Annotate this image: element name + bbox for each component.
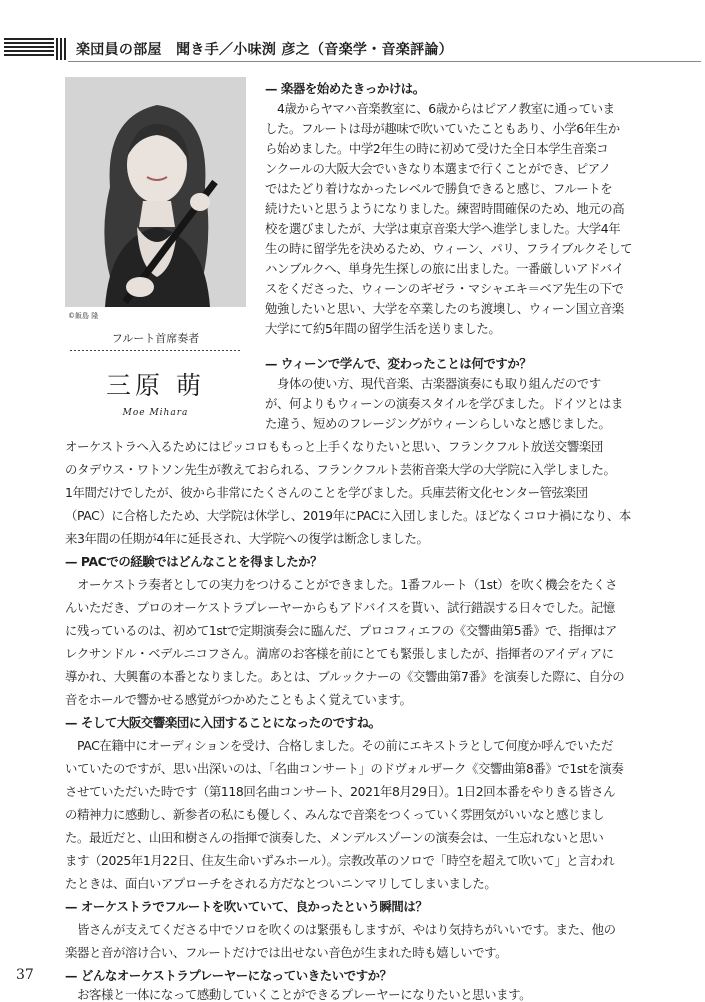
text-line: （PAC）に合格したため、大学院は休学し、2019年にPACに入団しました。ほどなくコロナ禍になり、本 [65, 508, 631, 523]
question-line: — そして大阪交響楽団に入団することになったのですね。 [65, 715, 381, 730]
text-line: 身体の使い方、現代音楽、古楽器演奏にも取り組んだのです [265, 376, 601, 391]
text-line: ハンブルクへ、単身先生探しの旅に出ました。一番厳しいアドバイ [265, 261, 624, 276]
text-line: 校を選びましたが、大学は東京音楽大学へ進学しました。大学4年 [265, 221, 621, 236]
text-line: 音をホールで響かせる感覚がつかめたこともよく覚えています。 [65, 692, 412, 707]
photo-credit: ©飯島 隆 [68, 312, 99, 320]
text-line: ます（2025年1月22日、住友生命いずみホール）。宗教改革のソロで「時空を超えて吹いて」と言われ [65, 853, 615, 868]
text-line: たときは、面白いアプローチをされる方だなとついニンマリしてしまいました。 [65, 876, 497, 891]
text-line: 4歳からヤマハ音楽教室に、6歳からはピアノ教室に通っていま [265, 101, 615, 116]
question-line: — どんなオーケストラプレーヤーになっていきたいですか？ [65, 968, 392, 983]
text-line: に残っているのは、初めて1stで定期演奏会に臨んだ、プロコフィエフの《交響曲第5番》で、指揮はア [65, 623, 617, 638]
text-line: PAC在籍中にオーディションを受け、合格しました。その前にエキストラとして何度か呼んでいただ [65, 738, 613, 753]
text-line: ではたどり着けなかったレベルで勝負できると感じ、フルートを [265, 181, 613, 196]
text-line: 楽器と音が溶け合い、フルートだけでは出せない音色が生まれた時も嬉しいです。 [65, 945, 508, 960]
text-line: 来3年間の任期が4年に延長され、大学院への復学は断念しました。 [65, 531, 429, 546]
text-line: オーケストラへ入るためにはピッコロももっと上手くなりたいと思い、フランクフルト放送交響楽団 [65, 439, 603, 454]
header-title: 楽団員の部屋 聞き手／小味渕 彦之（音楽学・音楽評論） [76, 42, 453, 58]
text-line: した。フルートは母が趣味で吹いていたこともあり、小学6年生か [265, 121, 620, 136]
text-line: た違う、短めのフレージングがウィーンらしいなと感じました。 [265, 416, 611, 431]
profile-role: フルート首席奏者 [111, 332, 200, 345]
text-line: お客様と一体になって感動していくことができるプレーヤーになりたいと思います。 [65, 987, 532, 1002]
text-line: のタデウス・ワトソン先生が教えておられる、フランクフルト芸術音楽大学の大学院に入学しました。 [65, 462, 616, 477]
text-line: が、何よりもウィーンの演奏スタイルを学びました。ドイツとはま [265, 396, 623, 411]
question-line: — ウィーンで学んで、変わったことは何ですか？ [265, 356, 532, 371]
text-line: 皆さんが支えてくださる中でソロを吹くのは緊張もしますが、やはり気持ちがいいです。また、他の [65, 922, 616, 937]
profile-name-romanized: Moe Mihara [122, 408, 189, 418]
text-line: ンクールの大阪大会でいきなり本選まで行くことができ、ピアノ [265, 161, 611, 176]
text-line: レクサンドル・ベデルニコフさん。満席のお客様を前にとても緊張しましたが、指揮者のアイディアに [65, 646, 614, 661]
profile-name: 三原 萌 [106, 371, 205, 400]
text-line: ら始めました。中学2年生の時に初めて受けた全日本学生音楽コ [265, 141, 609, 156]
text-line: た。最近だと、山田和樹さんの指揮で演奏した、メンデルスゾーンの演奏会は、一生忘れないと思い [65, 830, 604, 845]
question-line: — オーケストラでフルートを吹いていて、良かったという瞬間は？ [65, 899, 428, 914]
text-line: させていただいた時です（第118回名曲コンサート、2021年8月29日）。1日2回本番をやりきる皆さん [65, 784, 616, 799]
text-line: んいただき、プロのオーケストラプレーヤーからもアドバイスを貰い、試行錯誤する日々でした。記憶 [65, 600, 615, 615]
text-line: 1年間だけでしたが、彼から非常にたくさんのことを学びました。兵庫芸術文化センター管弦楽団 [65, 485, 588, 500]
text-line: 導かれ、大興奮の本番となりました。あとは、ブルックナーの《交響曲第7番》を演奏した際に、自分の [65, 669, 625, 684]
text-line: いていたのですが、思い出深いのは、「名曲コンサート」のドヴォルザーク《交響曲第8番》で1stを演奏 [65, 761, 624, 776]
page-number: 37 [16, 967, 34, 983]
text-line: スをくださった、ウィーンのギゼラ・マシャエキ＝ベア先生の下で [265, 281, 624, 296]
text-line: 勉強したいと思い、大学を卒業したのち渡墺し、ウィーン国立音楽 [265, 301, 624, 316]
text-line: オーケストラ奏者としての実力をつけることができました。1番フルート（1st）を吹く機会をたくさ [65, 577, 618, 592]
question-line: — PACでの経験ではどんなことを得ましたか？ [65, 554, 323, 569]
text-line: 生の時に留学先を決めるため、ウィーン、パリ、フライブルクそして [265, 241, 633, 256]
question-line: — 楽器を始めたきっかけは。 [265, 81, 425, 96]
text-line: 続けたいと思うようになりました。練習時間確保のため、地元の高 [265, 201, 625, 216]
text-line: 大学にて約5年間の留学生活を送りました。 [265, 321, 501, 336]
text-line: の精神力に感動し、新参者の私にも優しく、みんなで音楽をつくっていく雰囲気がいいなと感じまし [65, 807, 605, 822]
